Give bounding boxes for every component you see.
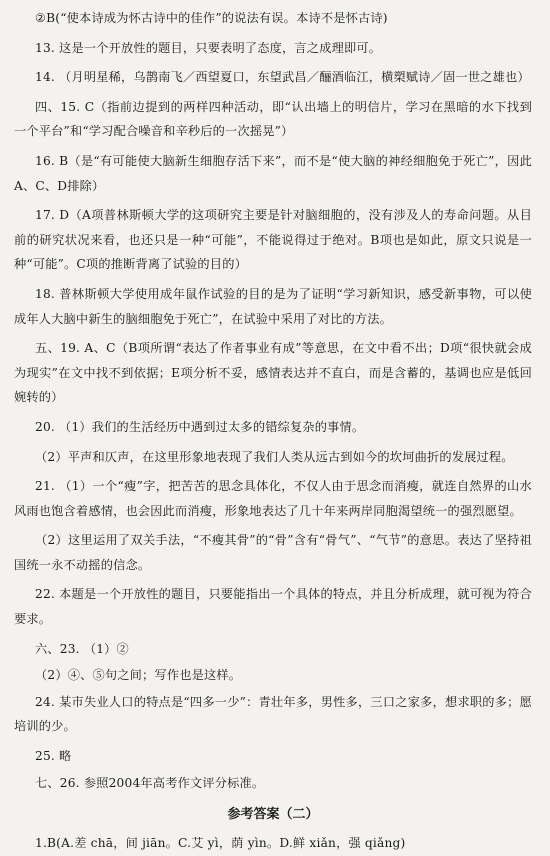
- answer-line-04: 四、15. C（指前边提到的两样四种活动，即“认出墙上的明信片，学习在黑暗的水下找到一个平台”和“学习配合噪音和辛秒后的一次摇晃”）: [14, 99, 532, 139]
- answer-line-02: 13. 这是一个开放性的题目，只要表明了态度，言之成理即可。: [35, 40, 382, 55]
- answer-line-13: 22. 本题是一个开放性的题目，只要能指出一个具体的特点，并且分析成理，就可视为符合要求。: [14, 587, 532, 627]
- answer-line-07: 18. 普林斯顿大学使用成年鼠作试验的目的是为了证明“学习新知识，感受新事物，可以使成年人大脑中新生的脑细胞免于死亡”，在试验中采用了对比的方法。: [14, 286, 532, 326]
- answer-line-12: （2）这里运用了双关手法，“不瘦其骨”的“骨”含有“骨气”、“气节”的意思。表达了坚持祖国统一永不动摇的信念。: [14, 533, 532, 572]
- answer-line-01: ②B(“使本诗成为怀古诗中的佳作”的说法有误。本诗不是怀古诗): [35, 11, 388, 25]
- answer-body: [14, 6, 532, 795]
- answer-line-15: （2）④、⑤句之间；写作也是这样。: [35, 668, 242, 683]
- answer-line-18: 七、26. 参照2004年高考作文评分标准。: [35, 775, 265, 790]
- answer-line-05: 16. B（是“有可能使大脑新生细胞存活下来”，而不是“使大脑的神经细胞免于死亡”，因此A、C、D排除）: [14, 153, 532, 193]
- answer-line-11: 21. （1）一个“瘦”字，把苦苦的思念具体化，不仅人由于思念而消瘦，就连自然界的山水风雨也饱含着感情，也会因此而消瘦，形象地表达了几十年来两岸同胞渴望统一的强烈愿望。: [14, 479, 532, 518]
- answer-line-03: 14. （月明星稀，乌鹊南飞／西望夏口，东望武昌／酾酒临江，横槊赋诗／固一世之雄也）: [35, 70, 530, 85]
- answer-line-16: 24. 某市失业人口的特点是“四多一少”：青壮年多，男性多，三口之家多，想求职的多；愿培训的少。: [14, 694, 532, 734]
- answer-line-09: 20. （1）我们的生活经历中遇到过太多的错综复杂的事情。: [35, 419, 365, 434]
- answer-line-10: （2）平声和仄声，在这里形象地表现了我们人类从远古到如今的坎坷曲折的发展过程。: [35, 449, 514, 464]
- section-heading: 参考答案（二）: [227, 807, 319, 823]
- answer-line-06: 17. D（A项普林斯顿大学的这项研究主要是针对脑细胞的，没有涉及人的寿命问题。从目前的研究状况来看，也还只是一种“可能”，不能说得过于绝对。B项也是如此，原文只说是一种“可能”。C项的推断背离了试验的目的）: [14, 208, 532, 272]
- answer-line-14: 六、23. （1）②: [35, 641, 129, 656]
- answer-line-08: 五、19. A、C（B项所谓“表达了作者事业有成”等意思，在文中看不出；D项“很快就会成为现实”在文中找不到依据；E项分析不妥，感情表达并不直白，而是含蓄的，基调也应是低回婉转的）: [14, 341, 532, 405]
- answer-line-19: 1.B(A.差 chā，间 jiān。C.艾 yì，荫 yìn。D.鲜 xiǎn，强 qiǎng): [35, 836, 406, 851]
- answer-line-17: 25. 略: [35, 749, 72, 764]
